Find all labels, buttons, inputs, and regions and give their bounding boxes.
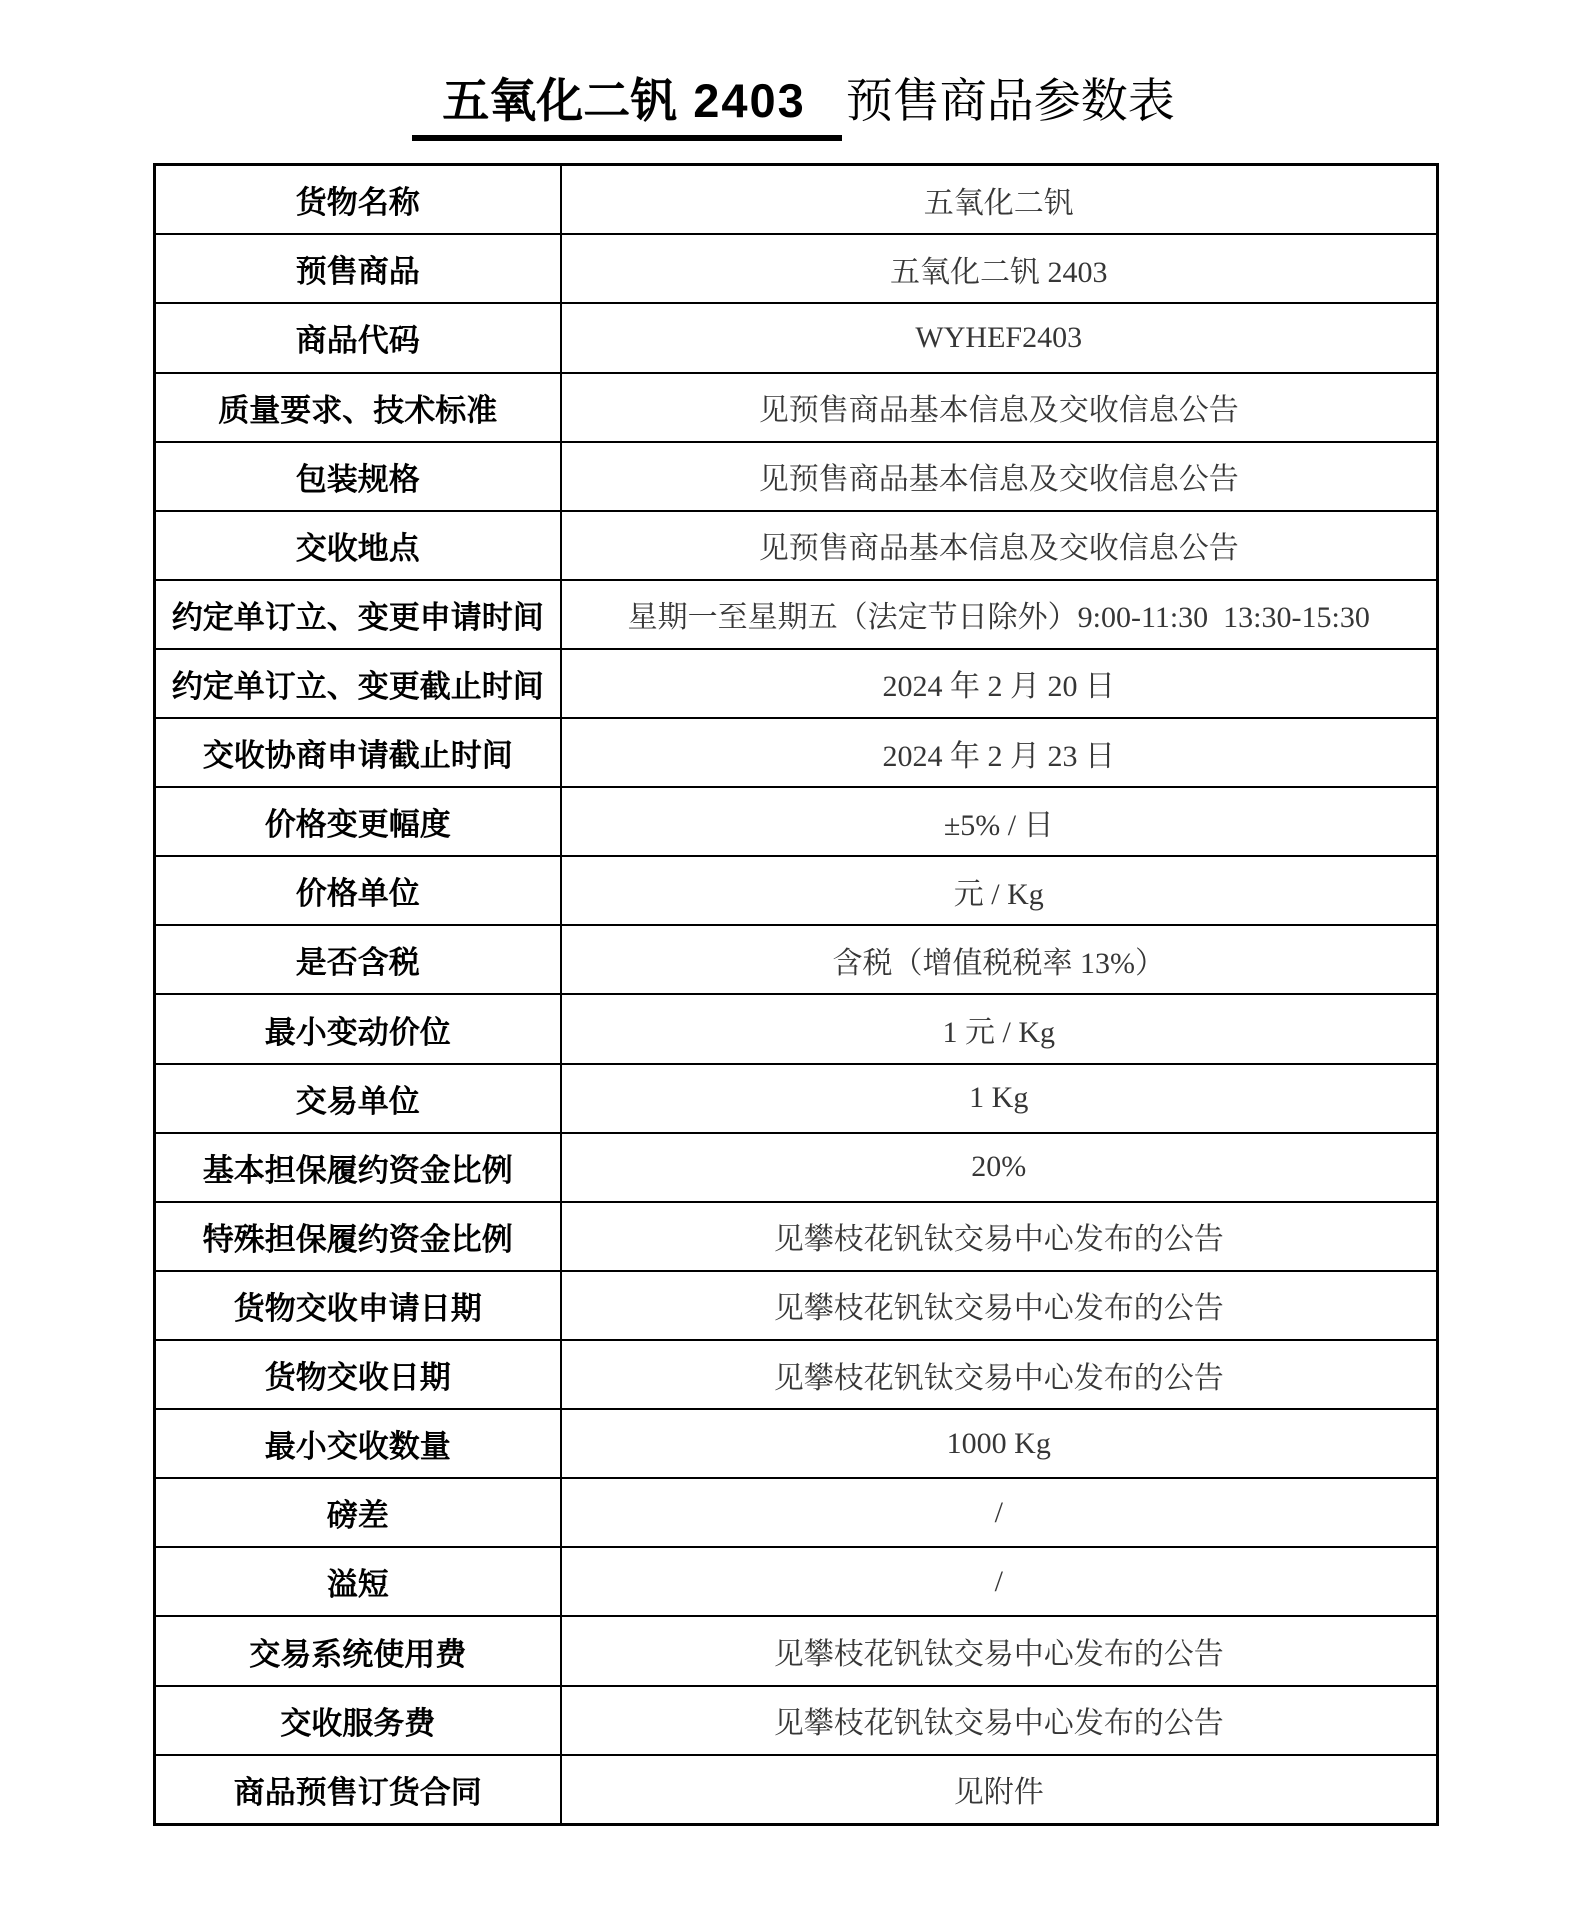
table-row [155, 165, 1438, 235]
table-row [155, 994, 1438, 1063]
table-row [155, 580, 1438, 649]
table-row [155, 1755, 1438, 1825]
param-value: 1000 Kg [561, 1409, 1438, 1478]
param-value: 见攀枝花钒钛交易中心发布的公告 [561, 1202, 1438, 1271]
param-label: 质量要求、技术标准 [155, 373, 561, 442]
param-value: 含税（增值税税率 13%） [561, 925, 1438, 994]
param-value: WYHEF2403 [561, 303, 1438, 372]
param-value: 见预售商品基本信息及交收信息公告 [561, 373, 1438, 442]
param-label: 交易单位 [155, 1064, 561, 1133]
param-label: 货物交收申请日期 [155, 1271, 561, 1340]
param-label: 约定单订立、变更申请时间 [155, 580, 561, 649]
param-value: 星期一至星期五（法定节日除外）9:00-11:30 13:30-15:30 [561, 580, 1438, 649]
param-label: 货物交收日期 [155, 1340, 561, 1409]
parameters-table [153, 163, 1439, 1826]
param-label: 交易系统使用费 [155, 1616, 561, 1685]
param-label: 磅差 [155, 1478, 561, 1547]
table-row [155, 1340, 1438, 1409]
table-row [155, 649, 1438, 718]
param-label: 商品代码 [155, 303, 561, 372]
table-row [155, 1133, 1438, 1202]
param-label: 特殊担保履约资金比例 [155, 1202, 561, 1271]
param-label: 交收地点 [155, 511, 561, 580]
param-label: 是否含税 [155, 925, 561, 994]
param-value: / [561, 1478, 1438, 1547]
title-product-name: 五氧化二钒 [442, 76, 678, 128]
param-value: 元 / Kg [561, 856, 1438, 925]
table-row [155, 1547, 1438, 1616]
param-value: 见预售商品基本信息及交收信息公告 [561, 442, 1438, 511]
param-value: 见附件 [561, 1755, 1438, 1825]
param-label: 最小变动价位 [155, 994, 561, 1063]
table-row [155, 1202, 1438, 1271]
title-suffix: 预售商品参数表 [845, 76, 1175, 128]
param-value: 1 Kg [561, 1064, 1438, 1133]
table-row [155, 787, 1438, 856]
param-label: 价格变更幅度 [155, 787, 561, 856]
param-label: 交收协商申请截止时间 [155, 718, 561, 787]
param-value: 2024 年 2 月 23 日 [561, 718, 1438, 787]
param-label: 溢短 [155, 1547, 561, 1616]
param-value: 见预售商品基本信息及交收信息公告 [561, 511, 1438, 580]
param-value: 20% [561, 1133, 1438, 1202]
table-row [155, 1409, 1438, 1478]
param-label: 包装规格 [155, 442, 561, 511]
table-row [155, 234, 1438, 303]
param-value: 2024 年 2 月 20 日 [561, 649, 1438, 718]
table-row [155, 1064, 1438, 1133]
table-row [155, 1271, 1438, 1340]
title-contract-code: 2403 [693, 74, 806, 127]
table-row [155, 511, 1438, 580]
table-row [155, 925, 1438, 994]
param-value: 五氧化二钒 2403 [561, 234, 1438, 303]
param-label: 约定单订立、变更截止时间 [155, 649, 561, 718]
title-underlined-segment [412, 72, 842, 141]
table-row [155, 856, 1438, 925]
table-row [155, 442, 1438, 511]
param-value: / [561, 1547, 1438, 1616]
param-label: 预售商品 [155, 234, 561, 303]
param-value: 五氧化二钒 [561, 165, 1438, 235]
param-value: 见攀枝花钒钛交易中心发布的公告 [561, 1686, 1438, 1755]
param-value: ±5% / 日 [561, 787, 1438, 856]
table-row [155, 1616, 1438, 1685]
param-value: 1 元 / Kg [561, 994, 1438, 1063]
param-label: 最小交收数量 [155, 1409, 561, 1478]
param-label: 交收服务费 [155, 1686, 561, 1755]
table-row [155, 1686, 1438, 1755]
table-row [155, 303, 1438, 372]
parameters-table-body [155, 165, 1438, 1825]
table-row [155, 373, 1438, 442]
param-label: 基本担保履约资金比例 [155, 1133, 561, 1202]
param-label: 价格单位 [155, 856, 561, 925]
param-label: 货物名称 [155, 165, 561, 235]
param-label: 商品预售订货合同 [155, 1755, 561, 1825]
table-row [155, 1478, 1438, 1547]
param-value: 见攀枝花钒钛交易中心发布的公告 [561, 1271, 1438, 1340]
page-title [0, 72, 1587, 141]
param-value: 见攀枝花钒钛交易中心发布的公告 [561, 1340, 1438, 1409]
param-value: 见攀枝花钒钛交易中心发布的公告 [561, 1616, 1438, 1685]
table-row [155, 718, 1438, 787]
